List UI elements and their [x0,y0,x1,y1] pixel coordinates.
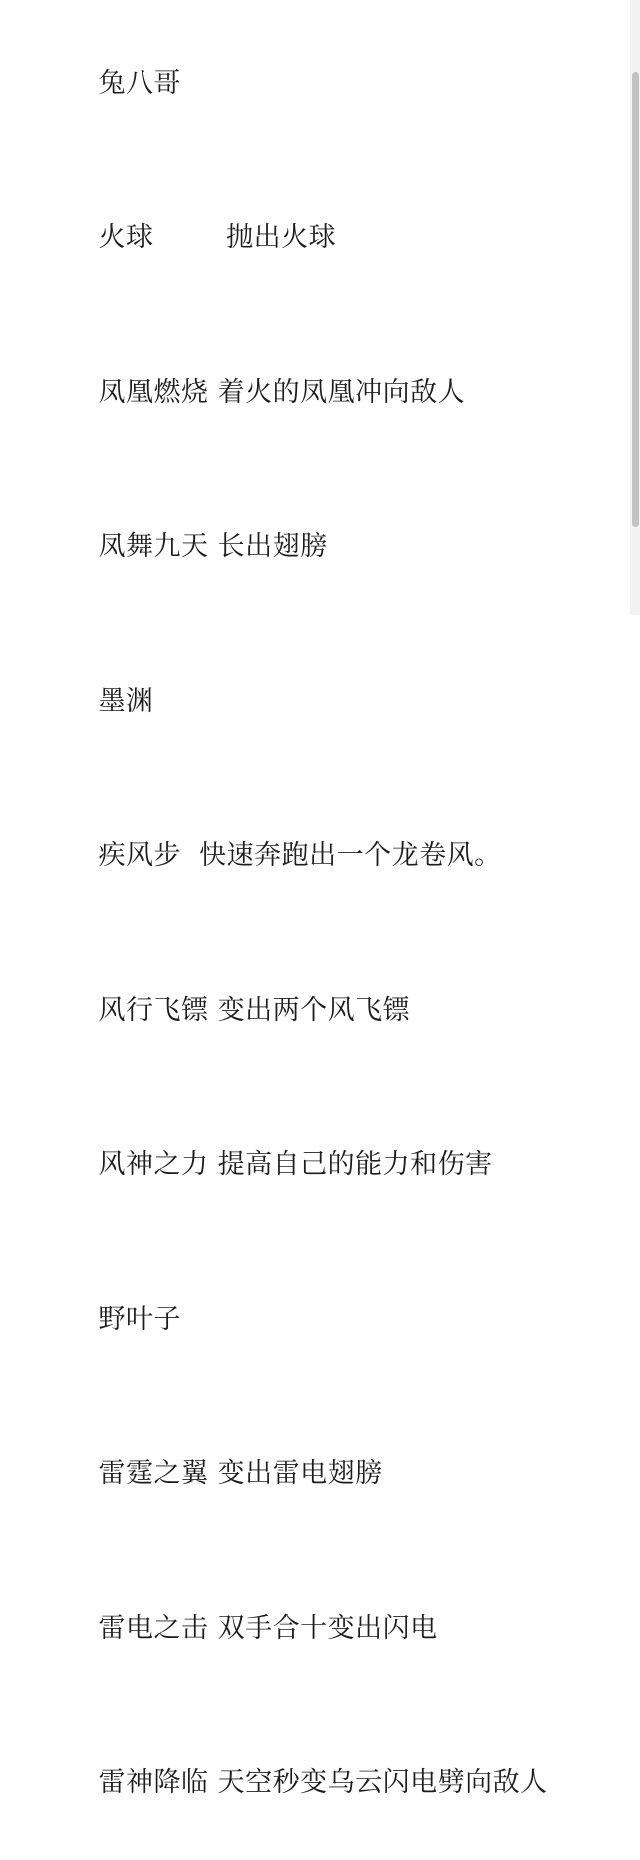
text-line [44,6,612,161]
text-line [44,1397,612,1552]
text-line [44,779,612,934]
line-gap [209,1458,218,1489]
skill-owner-name: 墨渊 [99,686,154,717]
scrollbar-track[interactable] [630,0,640,615]
skill-description: 着火的凤凰冲向敌人 [218,377,466,408]
text-line [44,1551,612,1706]
line-gap [209,377,218,408]
skill-description: 提高自己的能力和伤害 [218,1149,493,1180]
skill-description: 快速奔跑出一个龙卷风。 [199,840,502,871]
skill-description: 变出雷电翅膀 [218,1458,383,1489]
text-content [0,0,622,615]
skill-name: 雷神降临 [99,1767,209,1798]
text-line [44,315,612,470]
text-line [44,1088,612,1243]
skill-name: 风行飞镖 [99,995,209,1026]
skill-name: 雷霆之翼 [99,1458,209,1489]
skill-name: 火球 [99,222,154,253]
line-gap [154,222,227,253]
text-line [44,1706,612,1860]
document-page [0,0,640,615]
skill-owner-name: 野叶子 [99,1304,182,1335]
line-gap [209,995,218,1026]
text-line [44,1242,612,1397]
skill-name: 风神之力 [99,1149,209,1180]
skill-description: 天空秒变乌云闪电劈向敌人 [218,1767,548,1798]
text-line [44,624,612,779]
skill-name: 雷电之击 [99,1613,209,1644]
skill-name: 凤凰燃烧 [99,377,209,408]
skill-description: 变出两个风飞镖 [218,995,411,1026]
line-gap [209,531,218,562]
skill-description: 长出翅膀 [218,531,328,562]
line-gap [181,840,199,871]
skill-name: 疾风步 [99,840,182,871]
skill-description: 双手合十变出闪电 [218,1613,438,1644]
line-gap [209,1149,218,1180]
text-line [44,161,612,316]
skill-owner-name: 兔八哥 [99,68,182,99]
text-line [44,933,612,1088]
scrollbar-thumb[interactable] [632,72,639,527]
line-gap [209,1613,218,1644]
line-gap [209,1767,218,1798]
skill-description: 抛出火球 [226,222,336,253]
text-line [44,470,612,625]
skill-name: 凤舞九天 [99,531,209,562]
